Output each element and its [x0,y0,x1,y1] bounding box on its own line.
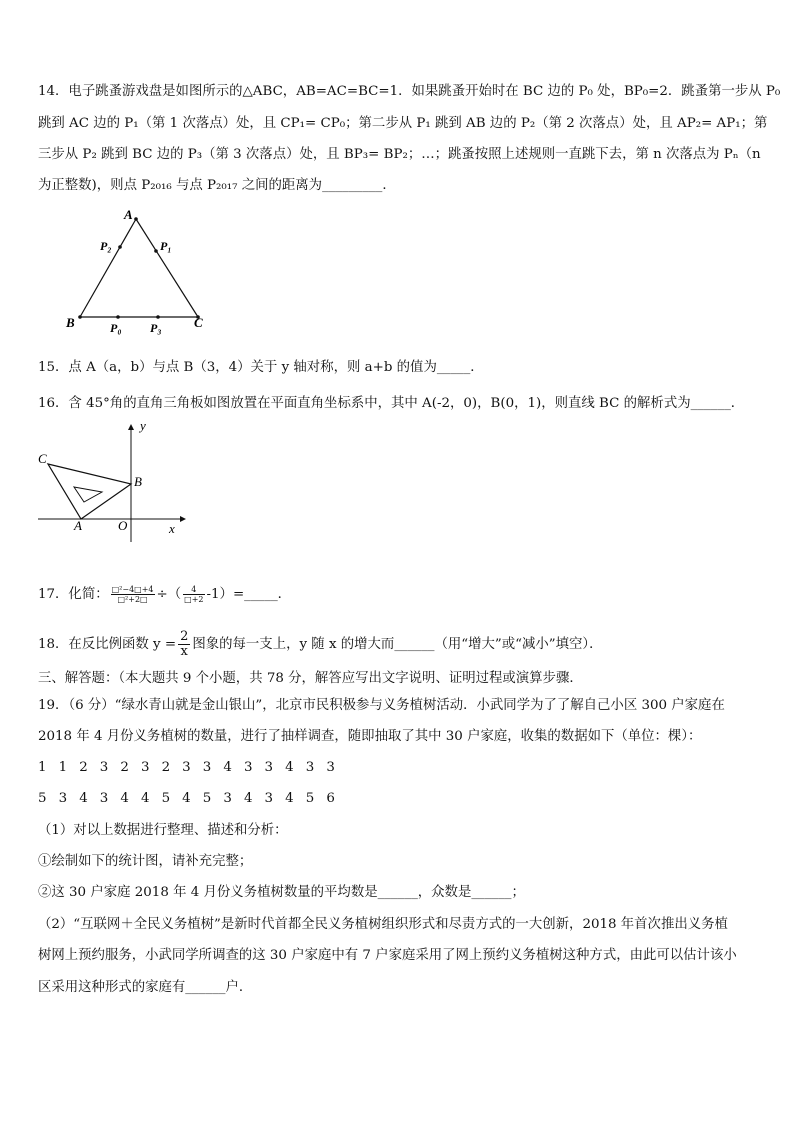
label-b: B [134,474,142,489]
label-p1: P₁ [160,239,172,253]
q18-suffix: 图象的每一支上，y 随 x 的增大而______（用“增大”或“减小”填空）． [192,637,603,652]
q17-prefix: 17．化简： [38,587,109,602]
point-p2 [118,245,122,249]
q19-part-1-a: ①绘制如下的统计图，请补充完整； [38,854,253,869]
label-c: C [38,451,47,466]
q18-prefix: 18．在反比例函数 y = [38,637,177,652]
q18-fraction [178,630,190,659]
q14-line-4: 为正整数)，则点 P₂₀₁₆ 与点 P₂₀₁₇ 之间的距离为_________． [38,178,396,193]
data-value: 4 [140,791,150,806]
data-value: 1 [58,760,68,775]
q19-line-2: 2018 年 4 月份义务植树的数量，进行了抽样调查，随即抽取了其中 30 户家庭，收集的数据如下（单位：棵）： [38,729,702,744]
q19-part-1: （1）对以上数据进行整理、描述和分析： [38,823,288,838]
q16-text: 16．含 45°角的直角三角板如图放置在平面直角坐标系中，其中 A(-2，0)，B(0，1)，则直线 BC 的解析式为______． [38,396,745,411]
q15-text: 15．点 A（a，b）与点 B（3，4）关于 y 轴对称，则 a+b 的值为_____． [38,360,484,375]
data-value: 6 [326,791,335,806]
data-value: 4 [285,791,294,806]
label-p2: P₂ [100,239,112,253]
triangle-board-inner [74,487,102,502]
data-value: 3 [182,760,191,775]
q14-triangle-figure [60,205,220,335]
data-value: 3 [99,791,109,806]
label-x: x [169,521,175,536]
q14-line-2: 跳到 AC 边的 P₁（第 1 次落点）处，且 CP₁= CP₀；第二步从 P₁ 跳到 AB 边的 P₂（第 2 次落点）处，且 AP₂= AP₁；第 [38,116,768,131]
data-value: 2 [79,760,88,775]
data-value: 4 [182,791,191,806]
q17-fraction-2 [183,585,204,604]
q19-part-2-line-1: （2）“互联网＋全民义务植树”是新时代首都全民义务植树组织形式和尽责方式的一大创新，2018 年首次推出义务植 [38,917,728,932]
data-value: 4 [120,791,129,806]
x-axis-arrow [180,516,186,522]
q19-data-row-1-values [38,760,347,775]
q19-part-1-b: ②这 30 户家庭 2018 年 4 月份义务植树数量的平均数是______，众数是______； [38,885,525,900]
data-value: 5 [161,791,171,806]
data-value: 3 [305,760,315,775]
data-value: 2 [120,760,129,775]
q19-part-2-line-2: 树网上预约服务，小武同学所调查的这 30 户家庭中有 7 户家庭采用了网上预约义务植树这种方式，由此可以估计该小 [38,948,737,963]
q18-line [38,630,602,659]
y-axis-arrow [128,424,134,430]
q19-data-row-1 [38,759,347,777]
label-p0: P₀ [110,321,122,335]
q17-fraction-1-denominator: □²+2□ [117,595,148,604]
q17-fraction-2-numerator: 4 [183,585,204,595]
q14-line-1: 14．电子跳蚤游戏盘是如图所示的△ABC，AB=AC=BC=1．如果跳蚤开始时在 BC 边的 P₀ 处，BP₀=2．跳蚤第一步从 P₀ [38,84,781,99]
data-value: 3 [264,760,274,775]
q19-part-2-line-3: 区采用这种形式的家庭有______户． [38,980,253,995]
q14-line-3: 三步从 P₂ 跳到 BC 边的 P₃（第 3 次落点）处，且 BP₃= BP₂；…；跳蚤按照上述规则一直跳下去，第 n 次落点为 Pₙ（n [38,147,761,162]
data-value: 5 [305,791,315,806]
section-3-heading: 三、解答题：（本大题共 9 个小题，共 78 分，解答应写出文字说明、证明过程或演算步骤． [38,671,583,686]
data-value: 4 [79,791,88,806]
label-c: C [194,315,203,330]
point-a [134,217,138,221]
point-p1 [154,249,158,253]
side-ab [80,219,136,317]
label-a: A [124,207,133,222]
q19-line-1: 19．（6 分）“绿水青山就是金山银山”，北京市民积极参与义务植树活动．小武同学为了了解自己小区 300 户家庭在 [38,698,725,713]
q17-suffix: -1）=_____． [206,587,292,602]
data-value: 3 [140,760,150,775]
data-value: 3 [99,760,109,775]
data-value: 1 [38,760,47,775]
point-p0 [116,315,120,319]
data-value: 4 [285,760,294,775]
data-value: 2 [161,760,171,775]
triangle-board-outer [48,464,131,519]
data-value: 3 [58,791,68,806]
data-value: 4 [223,760,232,775]
label-p3: P₃ [150,321,162,335]
data-value: 3 [326,760,335,775]
q19-data-row-2-values [38,791,347,806]
data-value: 4 [243,791,253,806]
label-a: A [74,518,82,533]
q17-operator: ÷（ [156,587,182,602]
q19-data-row-2 [38,790,347,808]
data-value: 5 [38,791,47,806]
point-b [78,315,82,319]
data-value: 3 [264,791,274,806]
data-value: 3 [243,760,253,775]
q17-fraction-1 [111,585,155,604]
q16-coordinate-figure [34,418,194,542]
q18-fraction-numerator: 2 [180,629,189,644]
point-p3 [156,315,160,319]
q17-fraction-2-denominator: □+2 [184,595,204,604]
label-b: B [66,315,75,330]
label-o: O [118,518,128,533]
label-y: y [140,418,146,433]
data-value: 3 [223,791,232,806]
side-ac [136,219,198,317]
q18-fraction-denominator: x [180,644,188,659]
data-value: 5 [202,791,212,806]
data-value: 3 [202,760,212,775]
q17-fraction-1-numerator: □²−4□+4 [111,585,154,594]
q17-line [38,585,291,604]
